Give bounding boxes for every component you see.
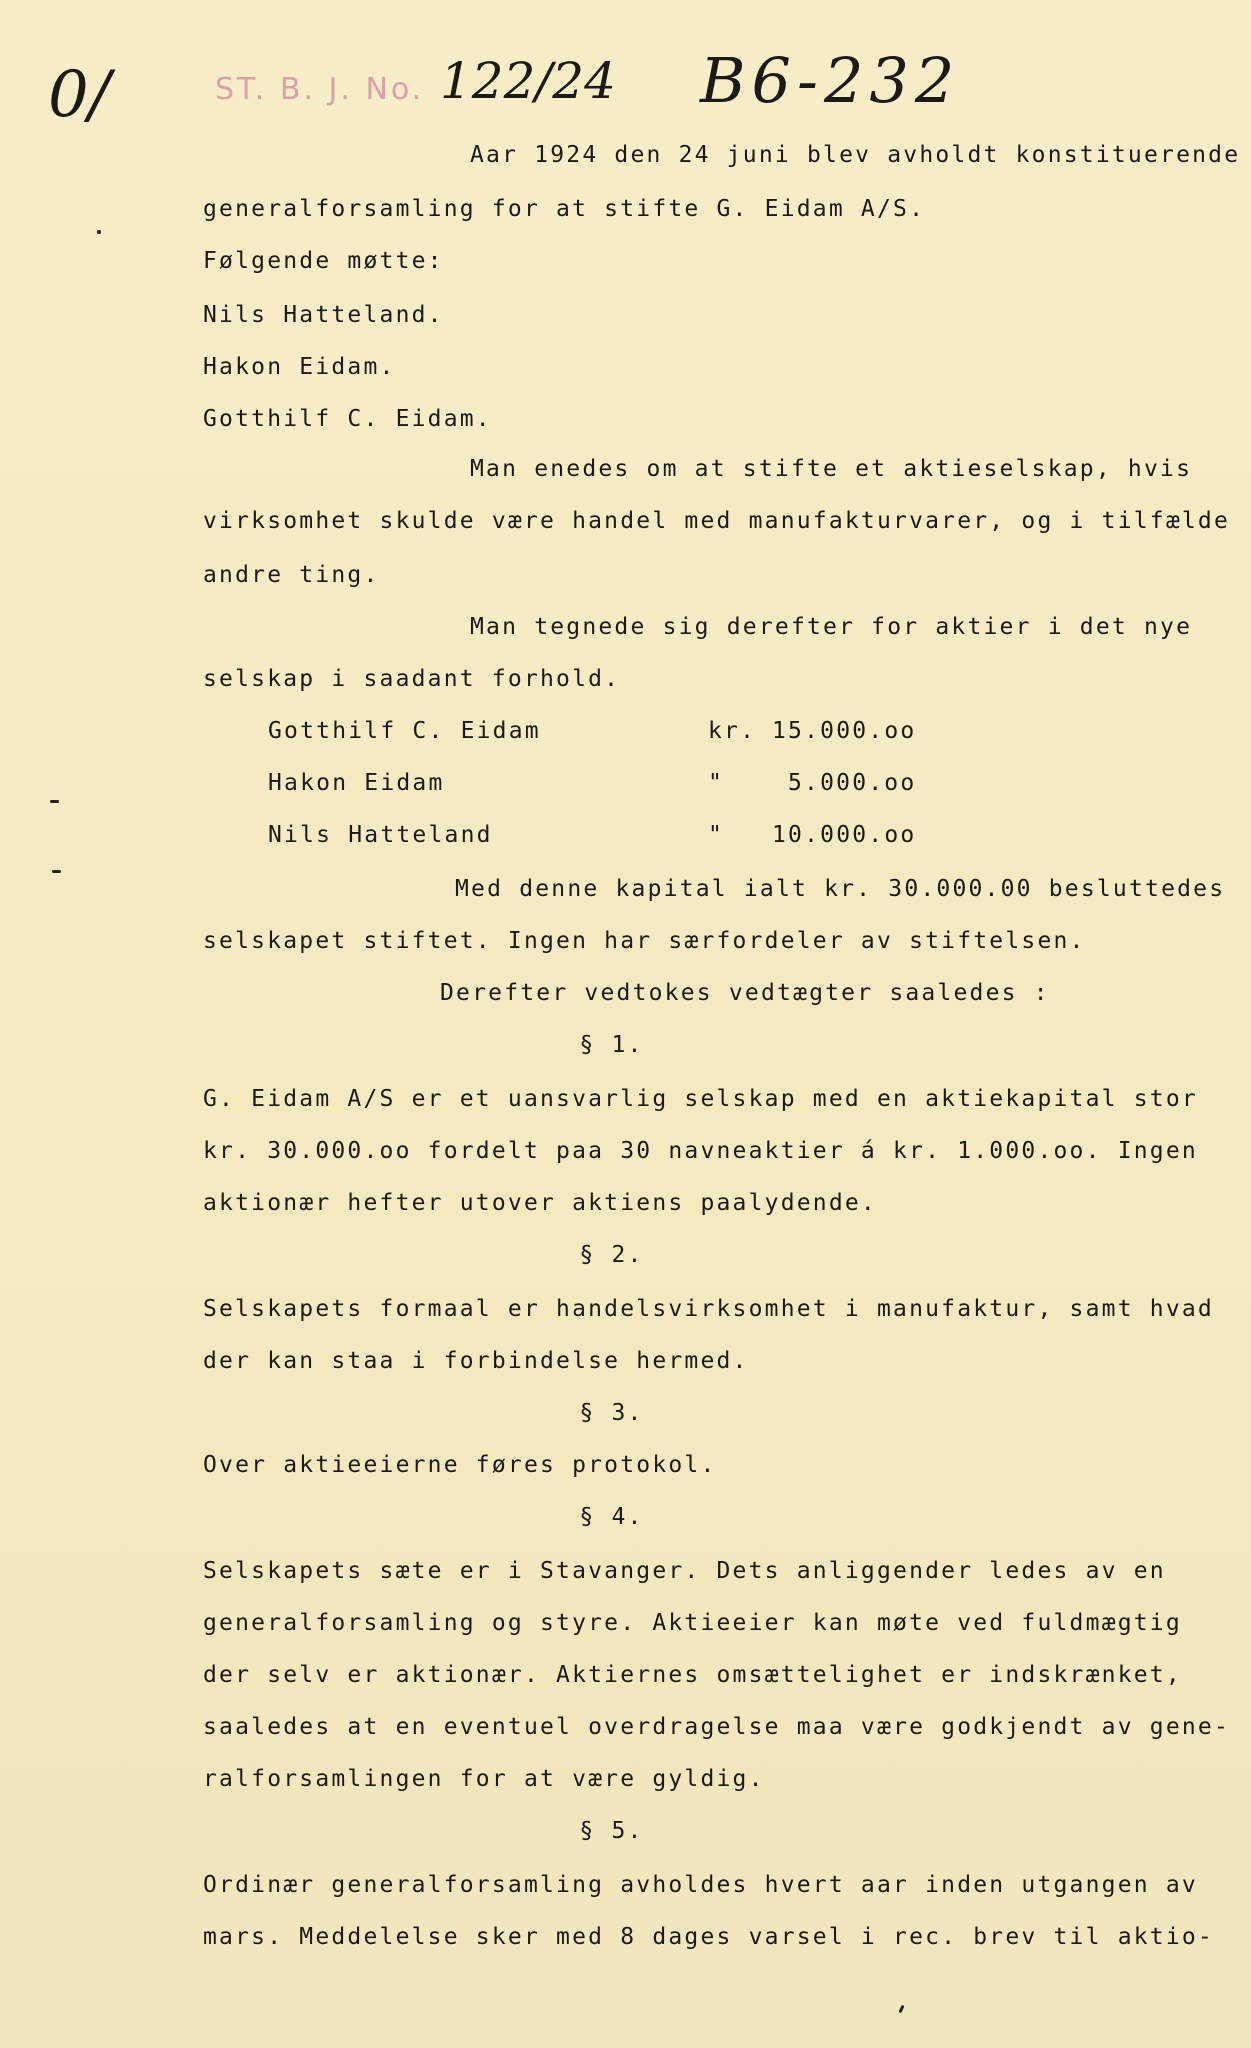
section-heading: § 4. (579, 1504, 644, 1530)
text-line: Derefter vedtokes vedtægter saaledes : (440, 980, 1050, 1006)
margin-dot (52, 870, 61, 873)
subscriber-amount: 15.000.oo (772, 718, 917, 744)
section-heading: § 1. (579, 1032, 644, 1058)
text-line: Aar 1924 den 24 juni blev avholdt konstituerende (470, 142, 1241, 168)
text-line: saaledes at en eventuel overdragelse maa være godkjendt av gene- (203, 1714, 1231, 1740)
margin-mark: 0/ (48, 58, 111, 132)
subscriber-currency: " (708, 822, 725, 848)
subscriber-currency: " (708, 770, 725, 796)
text-line: selskapet stiftet. Ingen har særfordeler av stiftelsen. (203, 928, 1086, 954)
section-heading: § 2. (579, 1242, 644, 1268)
subscriber-name: Hakon Eidam (268, 770, 445, 796)
section-heading: § 3. (579, 1400, 644, 1426)
margin-dot (50, 800, 59, 803)
text-line: Selskapets sæte er i Stavanger. Dets anliggender ledes av en (203, 1558, 1166, 1584)
text-line: Hakon Eidam. (203, 354, 396, 380)
text-line: Man enedes om at stifte et aktieselskap, hvis (470, 456, 1193, 482)
text-line: generalforsamling for at stifte G. Eidam A/S. (203, 196, 926, 222)
text-line: Man tegnede sig derefter for aktier i det nye (470, 614, 1193, 640)
subscriber-name: Nils Hatteland (268, 822, 493, 848)
journal-number: 122/24 (440, 52, 616, 110)
section-heading: § 5. (579, 1818, 644, 1844)
subscriber-name: Gotthilf C. Eidam (268, 718, 541, 744)
text-line: der kan staa i forbindelse hermed. (203, 1348, 749, 1374)
subscriber-currency: kr. (708, 718, 757, 744)
margin-dot (898, 2005, 904, 2014)
text-line: Ordinær generalforsamling avholdes hvert aar inden utgangen av (203, 1872, 1198, 1898)
journal-stamp: ST. B. J. No. (215, 72, 425, 107)
reference-number: B6-232 (700, 44, 961, 117)
text-line: selskap i saadant forhold. (203, 666, 621, 692)
subscriber-amount: 10.000.oo (772, 822, 917, 848)
text-line: andre ting. (203, 562, 380, 588)
text-line: Selskapets formaal er handelsvirksomhet i manufaktur, samt hvad (203, 1296, 1214, 1322)
text-line: generalforsamling og styre. Aktieeier kan møte ved fuldmægtig (203, 1610, 1182, 1636)
text-line: Gotthilf C. Eidam. (203, 406, 492, 432)
text-line: Nils Hatteland. (203, 302, 444, 328)
margin-dot (97, 230, 101, 234)
text-line: Med denne kapital ialt kr. 30.000.00 besluttedes (455, 876, 1226, 902)
text-line: der selv er aktionær. Aktiernes omsættelighet er indskrænket, (203, 1662, 1182, 1688)
text-line: G. Eidam A/S er et uansvarlig selskap med en aktiekapital stor (203, 1086, 1198, 1112)
text-line: Over aktieeierne føres protokol. (203, 1452, 717, 1478)
text-line: ralforsamlingen for at være gyldig. (203, 1766, 765, 1792)
subscriber-amount: 5.000.oo (788, 770, 917, 796)
text-line: kr. 30.000.oo fordelt paa 30 navneaktier á kr. 1.000.oo. Ingen (203, 1138, 1198, 1164)
text-line: virksomhet skulde være handel med manufakturvarer, og i tilfælde (203, 508, 1231, 534)
text-line: Følgende møtte: (203, 248, 444, 274)
text-line: aktionær hefter utover aktiens paalydende. (203, 1190, 877, 1216)
text-line: mars. Meddelelse sker med 8 dages varsel i rec. brev til aktio- (203, 1924, 1214, 1950)
